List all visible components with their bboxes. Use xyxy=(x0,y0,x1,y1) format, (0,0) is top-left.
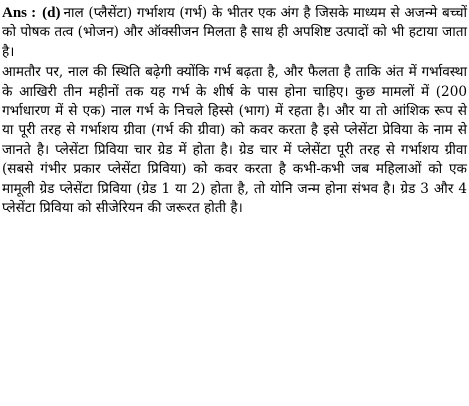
answer-text-1: नाल (प्लैसेंटा) गर्भाशय (गर्भ) के भीतर एक अंग है जिसके माध्यम से अजन्मे बच्चों को पोषक तत्व (भोजन) और ऑक्सीजन मिलता है साथ ही अपशिष्ट उत्पादों को भी हटाया जाता है। xyxy=(2,5,467,60)
answer-option: (d) xyxy=(42,5,61,21)
answer-paragraph-2: आमतौर पर, नाल की स्थिति बढ़ेगी क्योंकि गर्भ बढ़ता है, और फैलता है ताकि अंत में गर्भावस्था के आखिरी तीन महीनों तक यह गर्भ के शीर्ष के पास होना चाहिए। कुछ मामलों में (200 गर्भाधारण में से एक) नाल गर्भ के निचले हिस्से (भाग) में रहता है। और या तो आंशिक रूप से या पूरी तरह से गर्भाशय ग्रीवा (गर्भ की ग्रीवा) को कवर करता है इसे प्लेसेंटा प्रेविया के नाम से जानते है। प्लेसेंटा प्रिविया चार ग्रेड में होता है। ग्रेड चार में प्लेसेंटा पूरी तरह से गर्भाशय ग्रीवा (सबसे गंभीर प्रकार प्लेसेंटा प्रिविया) को कवर करता है कभी-कभी जब महिलाओं को एक मामूली ग्रेड प्लेसेंटा प्रिविया (ग्रेड 1 या 2) होता है, तो योनि जन्म होना संभव है। ग्रेड 3 और 4 प्लेसेंटा प्रिविया को सीजेरियन की जरूरत होती है। xyxy=(2,64,467,217)
answer-document xyxy=(2,4,467,218)
answer-label: Ans : xyxy=(2,5,37,21)
answer-paragraph-1 xyxy=(2,4,467,62)
